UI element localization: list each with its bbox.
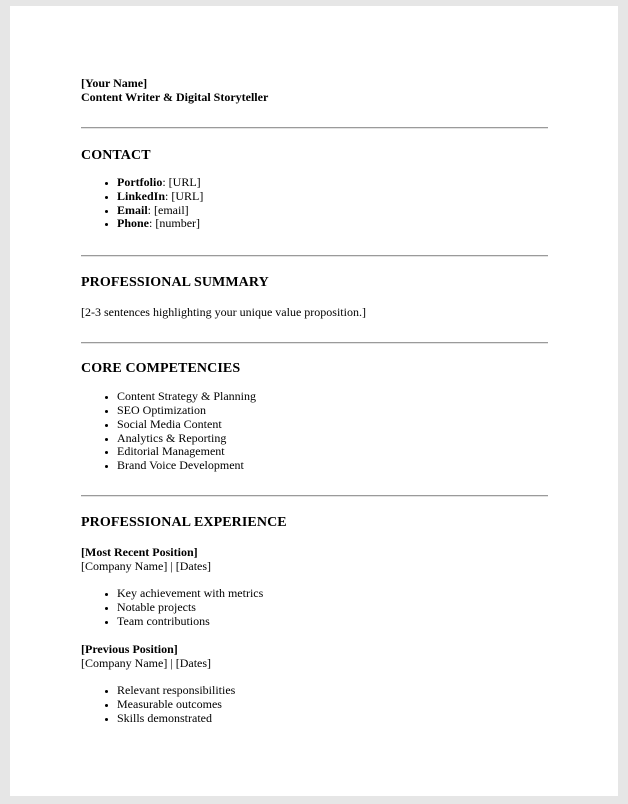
competency-item: • SEO Optimization [117,404,548,418]
divider [81,127,548,129]
job-title: [Previous Position] [81,642,178,657]
job-meta: [Company Name] | [Dates] [81,656,212,671]
contact-label: Phone [117,216,150,231]
resume-title: Content Writer & Digital Storyteller [81,90,269,104]
summary-heading: PROFESSIONAL SUMMARY [81,275,269,291]
contact-label: Portfolio [117,175,163,189]
contact-value: [number] [155,216,201,231]
resume-content [81,76,548,726]
resume-name: [Your Name] [81,76,148,90]
job-bullet: • Team contributions [117,615,548,629]
competencies-list [81,390,548,473]
job-meta: [Company Name] | [Dates] [81,558,212,573]
divider [81,342,548,344]
contact-value: [URL] [171,188,204,203]
contact-value: [email] [154,202,189,217]
job-bullet: • Skills demonstrated [117,712,548,726]
contact-label: Email [117,202,148,217]
job-bullets [81,684,548,725]
contact-sep: : [165,188,172,203]
job-bullets [81,587,548,628]
contact-item-email [117,204,548,218]
contact-item-linkedin [117,190,548,204]
contact-sep: : [149,216,156,231]
contact-list [81,176,548,231]
divider [81,255,548,257]
summary-text: [2-3 sentences highlighting your unique value proposition.] [81,305,366,320]
experience-heading: PROFESSIONAL EXPERIENCE [81,514,287,530]
competency-item: • Content Strategy & Planning [117,390,548,404]
contact-sep: : [147,202,155,217]
competencies-heading: CORE COMPETENCIES [81,361,241,377]
document-page [10,6,618,796]
divider [81,495,548,497]
job-title: [Most Recent Position] [81,544,198,559]
contact-item-phone [117,217,548,231]
competency-item: • Analytics & Reporting [117,432,548,446]
competency-item: • Editorial Management [117,445,548,459]
job-bullet: • Notable projects [117,601,548,615]
contact-item-portfolio [117,176,548,190]
competency-item: • Social Media Content [117,418,548,432]
job-bullet: • Relevant responsibilities [117,684,548,698]
job-bullet: • Key achievement with metrics [117,587,548,601]
contact-sep: : [162,175,169,189]
contact-label: LinkedIn [117,188,166,203]
contact-heading: CONTACT [81,148,151,163]
contact-value: [URL] [168,175,201,189]
competency-item: • Brand Voice Development [117,459,548,473]
job-bullet: • Measurable outcomes [117,698,548,712]
